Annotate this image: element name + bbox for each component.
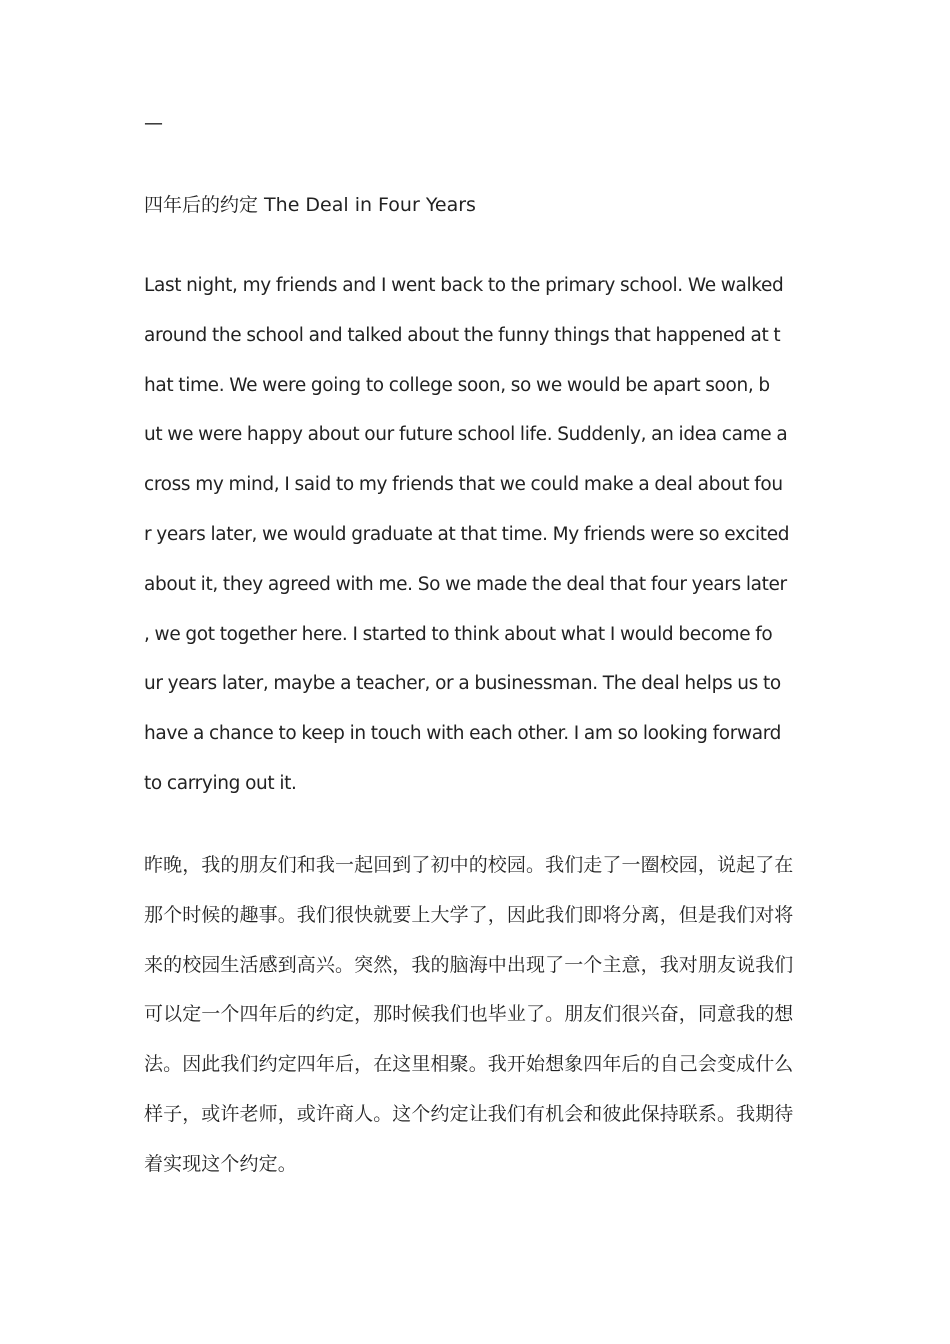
chinese-line: 着实现这个约定。 <box>144 1152 297 1175</box>
chinese-line: 来的校园生活感到高兴。突然，我的脑海中出现了一个主意，我对朋友说我们 <box>144 953 794 976</box>
english-line: about it, they agreed with me. So we made the deal that four years later <box>144 573 787 595</box>
english-paragraph <box>144 271 810 819</box>
english-line: Last night, my friends and I went back to the primary school. We walked <box>144 275 784 296</box>
essay-title: 四年后的约定 The Deal in Four Years <box>144 194 476 216</box>
english-line: to carrying out it. <box>144 772 297 794</box>
chinese-line: 昨晚，我的朋友们和我一起回到了初中的校园。我们走了一圈校园，说起了在 <box>144 854 794 876</box>
chinese-paragraph <box>144 850 810 1199</box>
english-line: cross my mind, I said to my friends that we could make a deal about fou <box>144 474 783 496</box>
chinese-line: 可以定一个四年后的约定，那时候我们也毕业了。朋友们很兴奋，同意我的想 <box>144 1003 794 1026</box>
english-line: r years later, we would graduate at that time. My friends were so excited <box>144 523 790 545</box>
chinese-line: 样子，或许老师，或许商人。这个约定让我们有机会和彼此保持联系。我期待 <box>144 1102 794 1125</box>
chinese-line: 法。因此我们约定四年后，在这里相聚。我开始想象四年后的自己会变成什么 <box>144 1053 794 1076</box>
english-line: ur years later, maybe a teacher, or a businessman. The deal helps us to <box>144 673 781 695</box>
english-line: ut we were happy about our future school life. Suddenly, an idea came a <box>144 424 788 446</box>
english-line: around the school and talked about the funny things that happened at t <box>144 324 781 346</box>
english-line: have a chance to keep in touch with each other. I am so looking forward <box>144 723 782 745</box>
english-line: hat time. We were going to college soon, so we would be apart soon, b <box>144 374 770 396</box>
english-line: , we got together here. I started to think about what I would become fo <box>144 623 773 645</box>
chinese-line: 那个时候的趣事。我们很快就要上大学了，因此我们即将分离，但是我们对将 <box>144 903 794 926</box>
section-dash: — <box>144 112 163 134</box>
